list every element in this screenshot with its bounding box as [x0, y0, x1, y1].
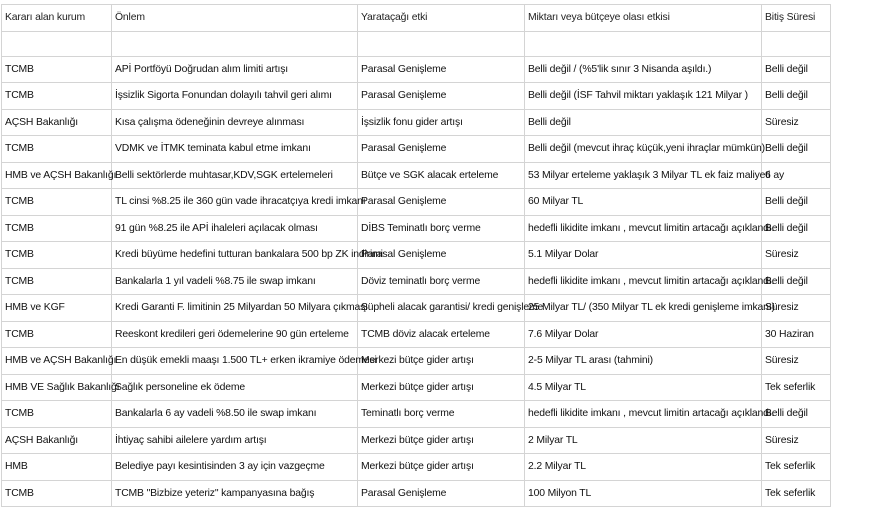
- cell-miktar[interactable]: Belli değil (mevcut ihraç küçük,yeni ihraçlar mümkün): [525, 136, 762, 163]
- empty-cell[interactable]: [2, 31, 112, 56]
- cell-onlem[interactable]: APİ Portföyü Doğrudan alım limiti artışı: [112, 56, 358, 83]
- header-cell-sure[interactable]: Bitiş Süresi: [762, 5, 831, 32]
- cell-miktar[interactable]: 5.1 Milyar Dolar: [525, 242, 762, 269]
- header-row: [2, 5, 831, 32]
- cell-onlem[interactable]: Belli sektörlerde muhtasar,KDV,SGK ertelemeleri: [112, 162, 358, 189]
- cell-onlem[interactable]: İhtiyaç sahibi ailelere yardım artışı: [112, 427, 358, 454]
- cell-sure[interactable]: Süresiz: [762, 242, 831, 269]
- cell-onlem[interactable]: 91 gün %8.25 ile APİ ihaleleri açılacak olması: [112, 215, 358, 242]
- cell-etki[interactable]: Parasal Genişleme: [358, 189, 525, 216]
- table-row: [2, 480, 831, 507]
- cell-sure[interactable]: Belli değil: [762, 136, 831, 163]
- table-row: [2, 215, 831, 242]
- cell-onlem[interactable]: Bankalarla 1 yıl vadeli %8.75 ile swap imkanı: [112, 268, 358, 295]
- table-row: [2, 295, 831, 322]
- header-cell-kurum[interactable]: Kararı alan kurum: [2, 5, 112, 32]
- cell-sure[interactable]: Tek seferlik: [762, 480, 831, 507]
- cell-miktar[interactable]: Belli değil / (%5'lik sınır 3 Nisanda aşıldı.): [525, 56, 762, 83]
- cell-kurum[interactable]: TCMB: [2, 401, 112, 428]
- cell-kurum[interactable]: HMB ve AÇSH Bakanlığı: [2, 348, 112, 375]
- cell-etki[interactable]: Merkezi bütçe gider artışı: [358, 374, 525, 401]
- cell-onlem[interactable]: Kısa çalışma ödeneğinin devreye alınması: [112, 109, 358, 136]
- cell-etki[interactable]: Merkezi bütçe gider artışı: [358, 454, 525, 481]
- cell-miktar[interactable]: hedefli likidite imkanı , mevcut limitin artacağı açıklandı.: [525, 268, 762, 295]
- cell-kurum[interactable]: HMB ve AÇSH Bakanlığı: [2, 162, 112, 189]
- cell-kurum[interactable]: TCMB: [2, 189, 112, 216]
- cell-kurum[interactable]: HMB VE Sağlık Bakanlığı: [2, 374, 112, 401]
- table-row: [2, 136, 831, 163]
- cell-etki[interactable]: Parasal Genişleme: [358, 242, 525, 269]
- cell-kurum[interactable]: HMB: [2, 454, 112, 481]
- cell-etki[interactable]: Merkezi bütçe gider artışı: [358, 348, 525, 375]
- cell-etki[interactable]: İşsizlik fonu gider artışı: [358, 109, 525, 136]
- cell-onlem[interactable]: TL cinsi %8.25 ile 360 gün vade ihracatçıya kredi imkanı: [112, 189, 358, 216]
- cell-miktar[interactable]: 7.6 Milyar Dolar: [525, 321, 762, 348]
- cell-sure[interactable]: 6 ay: [762, 162, 831, 189]
- cell-onlem[interactable]: Reeskont kredileri geri ödemelerine 90 gün erteleme: [112, 321, 358, 348]
- cell-kurum[interactable]: TCMB: [2, 480, 112, 507]
- table-row: [2, 374, 831, 401]
- header-cell-onlem[interactable]: Önlem: [112, 5, 358, 32]
- empty-cell[interactable]: [358, 31, 525, 56]
- cell-onlem[interactable]: En düşük emekli maaşı 1.500 TL+ erken ikramiye ödemesi: [112, 348, 358, 375]
- header-cell-etki[interactable]: Yarataçağı etki: [358, 5, 525, 32]
- table-row: [2, 348, 831, 375]
- table-row: [2, 401, 831, 428]
- cell-kurum[interactable]: TCMB: [2, 83, 112, 110]
- table-row: [2, 56, 831, 83]
- cell-kurum[interactable]: TCMB: [2, 268, 112, 295]
- table-row: [2, 242, 831, 269]
- cell-sure[interactable]: Tek seferlik: [762, 454, 831, 481]
- cell-onlem[interactable]: Bankalarla 6 ay vadeli %8.50 ile swap imkanı: [112, 401, 358, 428]
- cell-sure[interactable]: Süresiz: [762, 109, 831, 136]
- cell-sure[interactable]: Süresiz: [762, 348, 831, 375]
- measures-table: [1, 4, 831, 507]
- cell-onlem[interactable]: Kredi Garanti F. limitinin 25 Milyardan 50 Milyara çıkması: [112, 295, 358, 322]
- cell-kurum[interactable]: AÇSH Bakanlığı: [2, 109, 112, 136]
- empty-cell[interactable]: [762, 31, 831, 56]
- cell-etki[interactable]: Parasal Genişleme: [358, 56, 525, 83]
- cell-onlem[interactable]: Kredi büyüme hedefini tutturan bankalara 500 bp ZK indirimi: [112, 242, 358, 269]
- cell-etki[interactable]: Parasal Genişleme: [358, 136, 525, 163]
- table-row: [2, 454, 831, 481]
- cell-sure[interactable]: Belli değil: [762, 56, 831, 83]
- table-row: [2, 427, 831, 454]
- table-row: [2, 109, 831, 136]
- cell-miktar[interactable]: 2.2 Milyar TL: [525, 454, 762, 481]
- cell-miktar[interactable]: 53 Milyar erteleme yaklaşık 3 Milyar TL ek faiz maliyeti: [525, 162, 762, 189]
- cell-miktar[interactable]: 2-5 Milyar TL arası (tahmini): [525, 348, 762, 375]
- cell-onlem[interactable]: TCMB "Bizbize yeteriz" kampanyasına bağış: [112, 480, 358, 507]
- cell-miktar[interactable]: 4.5 Milyar TL: [525, 374, 762, 401]
- cell-miktar[interactable]: Belli değil (İSF Tahvil miktarı yaklaşık 121 Milyar ): [525, 83, 762, 110]
- cell-kurum[interactable]: TCMB: [2, 56, 112, 83]
- cell-miktar[interactable]: Belli değil: [525, 109, 762, 136]
- cell-miktar[interactable]: hedefli likidite imkanı , mevcut limitin artacağı açıklandı.: [525, 215, 762, 242]
- cell-onlem[interactable]: Belediye payı kesintisinden 3 ay için vazgeçme: [112, 454, 358, 481]
- cell-sure[interactable]: 30 Haziran: [762, 321, 831, 348]
- table-row: [2, 83, 831, 110]
- cell-onlem[interactable]: İşsizlik Sigorta Fonundan dolayılı tahvil geri alımı: [112, 83, 358, 110]
- cell-onlem[interactable]: VDMK ve İTMK teminata kabul etme imkanı: [112, 136, 358, 163]
- header-cell-miktar[interactable]: Miktarı veya bütçeye olası etkisi: [525, 5, 762, 32]
- cell-etki[interactable]: Şüpheli alacak garantisi/ kredi genişleme: [358, 295, 525, 322]
- cell-etki[interactable]: Bütçe ve SGK alacak erteleme: [358, 162, 525, 189]
- cell-etki[interactable]: Teminatlı borç verme: [358, 401, 525, 428]
- cell-kurum[interactable]: AÇSH Bakanlığı: [2, 427, 112, 454]
- cell-sure[interactable]: Belli değil: [762, 83, 831, 110]
- cell-sure[interactable]: Süresiz: [762, 295, 831, 322]
- cell-etki[interactable]: Parasal Genişleme: [358, 83, 525, 110]
- cell-kurum[interactable]: TCMB: [2, 136, 112, 163]
- cell-miktar[interactable]: 25 Milyar TL/ (350 Milyar TL ek kredi genişleme imkanı): [525, 295, 762, 322]
- cell-etki[interactable]: Döviz teminatlı borç verme: [358, 268, 525, 295]
- cell-miktar[interactable]: 100 Milyon TL: [525, 480, 762, 507]
- cell-sure[interactable]: Belli değil: [762, 268, 831, 295]
- table-row: [2, 162, 831, 189]
- cell-kurum[interactable]: TCMB: [2, 242, 112, 269]
- cell-kurum[interactable]: TCMB: [2, 321, 112, 348]
- cell-miktar[interactable]: 2 Milyar TL: [525, 427, 762, 454]
- cell-etki[interactable]: Merkezi bütçe gider artışı: [358, 427, 525, 454]
- cell-sure[interactable]: Süresiz: [762, 427, 831, 454]
- cell-sure[interactable]: Tek seferlik: [762, 374, 831, 401]
- cell-onlem[interactable]: Sağlık personeline ek ödeme: [112, 374, 358, 401]
- cell-etki[interactable]: DİBS Teminatlı borç verme: [358, 215, 525, 242]
- table-row: [2, 189, 831, 216]
- table-row: [2, 268, 831, 295]
- empty-cell[interactable]: [112, 31, 358, 56]
- empty-cell[interactable]: [525, 31, 762, 56]
- cell-sure[interactable]: Belli değil: [762, 189, 831, 216]
- cell-etki[interactable]: Parasal Genişleme: [358, 480, 525, 507]
- cell-kurum[interactable]: HMB ve KGF: [2, 295, 112, 322]
- cell-sure[interactable]: Belli değil: [762, 215, 831, 242]
- blank-row: [2, 31, 831, 56]
- cell-miktar[interactable]: hedefli likidite imkanı , mevcut limitin artacağı açıklandı.: [525, 401, 762, 428]
- cell-kurum[interactable]: TCMB: [2, 215, 112, 242]
- cell-miktar[interactable]: 60 Milyar TL: [525, 189, 762, 216]
- table-row: [2, 321, 831, 348]
- cell-sure[interactable]: Belli değil: [762, 401, 831, 428]
- cell-etki[interactable]: TCMB döviz alacak erteleme: [358, 321, 525, 348]
